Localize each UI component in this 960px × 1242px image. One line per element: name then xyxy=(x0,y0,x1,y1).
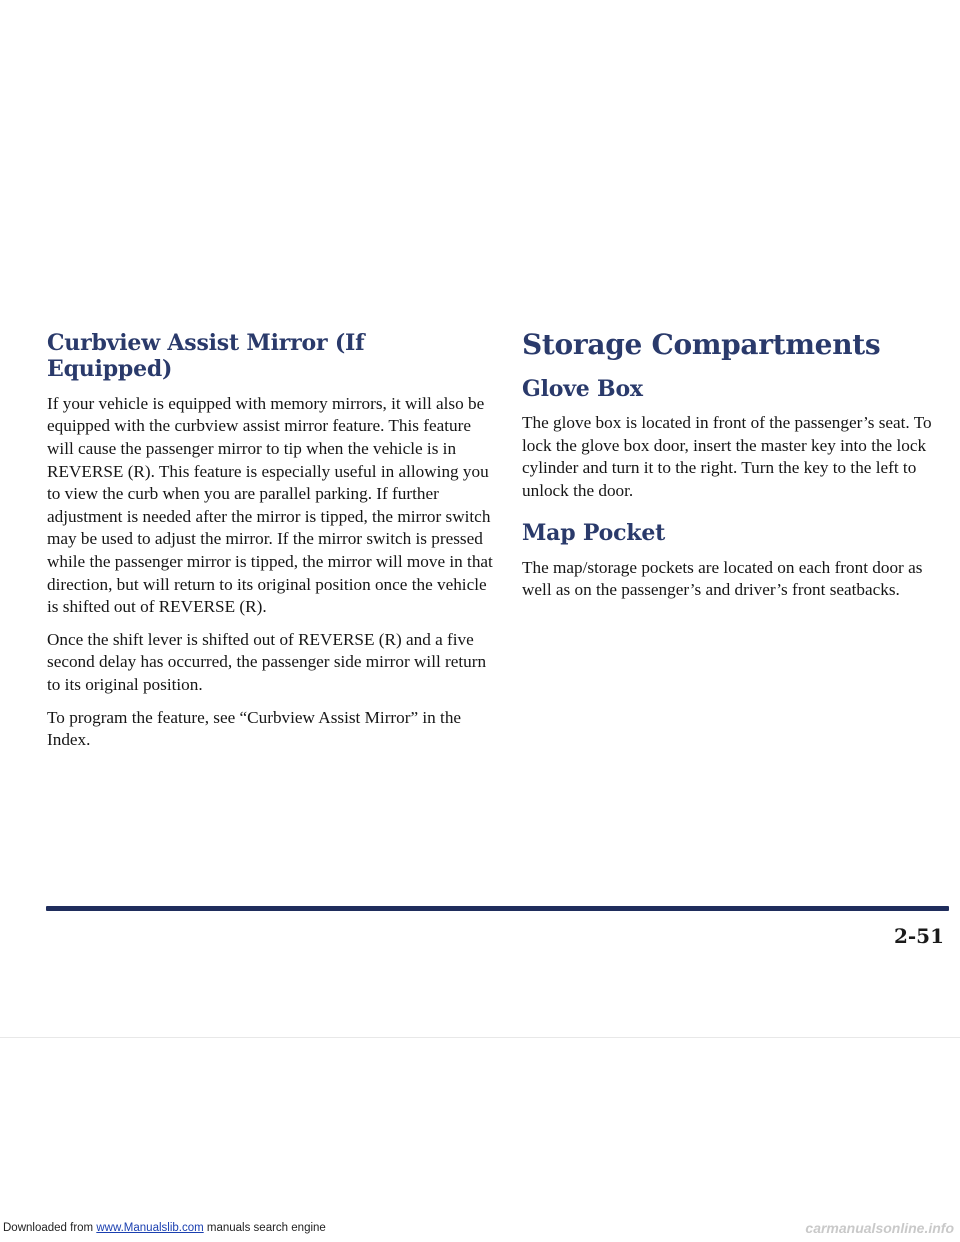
map-pocket-text: The map/storage pockets are located on each front door as well as on the passenger’s and driver’s front seatbacks. xyxy=(522,557,923,600)
page-number: 2-51 xyxy=(893,924,944,948)
right-column xyxy=(522,330,940,612)
storage-heading: Storage Compartments xyxy=(522,328,881,361)
curbview-paragraph-3: To program the feature, see “Curbview Assist Mirror” in the Index. xyxy=(47,707,462,750)
manualslib-link[interactable]: www.Manualslib.com xyxy=(96,1222,204,1234)
map-pocket-heading: Map Pocket xyxy=(522,520,666,547)
footer-suffix: manuals search engine xyxy=(203,1222,326,1234)
curbview-heading: Curbview Assist Mirror (If Equipped) xyxy=(47,330,365,383)
glove-box-text: The glove box is located in front of the passenger’s seat. To lock the glove box door, insert the master key into the lock cylinder and turn it to the right. Turn the key to the left to unlock the door. xyxy=(522,412,932,500)
scan-edge-line xyxy=(0,1037,960,1038)
watermark: carmanualsonline.info xyxy=(805,1220,954,1236)
left-column xyxy=(47,330,494,762)
curbview-paragraph-1: If your vehicle is equipped with memory mirrors, it will also be equipped with the curbview assist mirror feature. This feature will cause the passenger mirror to tip when the vehicle is in REVERSE (R). This feature is especially useful in allowing you to view the curb when you are parallel parking. If further adjustment is needed after the mirror is tipped, the mirror switch may be used to adjust the mirror. If the mirror switch is pressed while the passenger mirror is tipped, the mirror will move in that direction, but will return to its original position once the vehicle is shifted out of REVERSE (R). xyxy=(47,393,493,617)
glove-box-heading: Glove Box xyxy=(522,375,643,402)
footer-prefix: Downloaded from xyxy=(3,1222,97,1234)
page-divider-rule xyxy=(46,906,949,911)
curbview-paragraph-2: Once the shift lever is shifted out of REVERSE (R) and a five second delay has occurred, the passenger side mirror will return to its original position. xyxy=(47,629,487,694)
download-footer xyxy=(3,1222,326,1234)
